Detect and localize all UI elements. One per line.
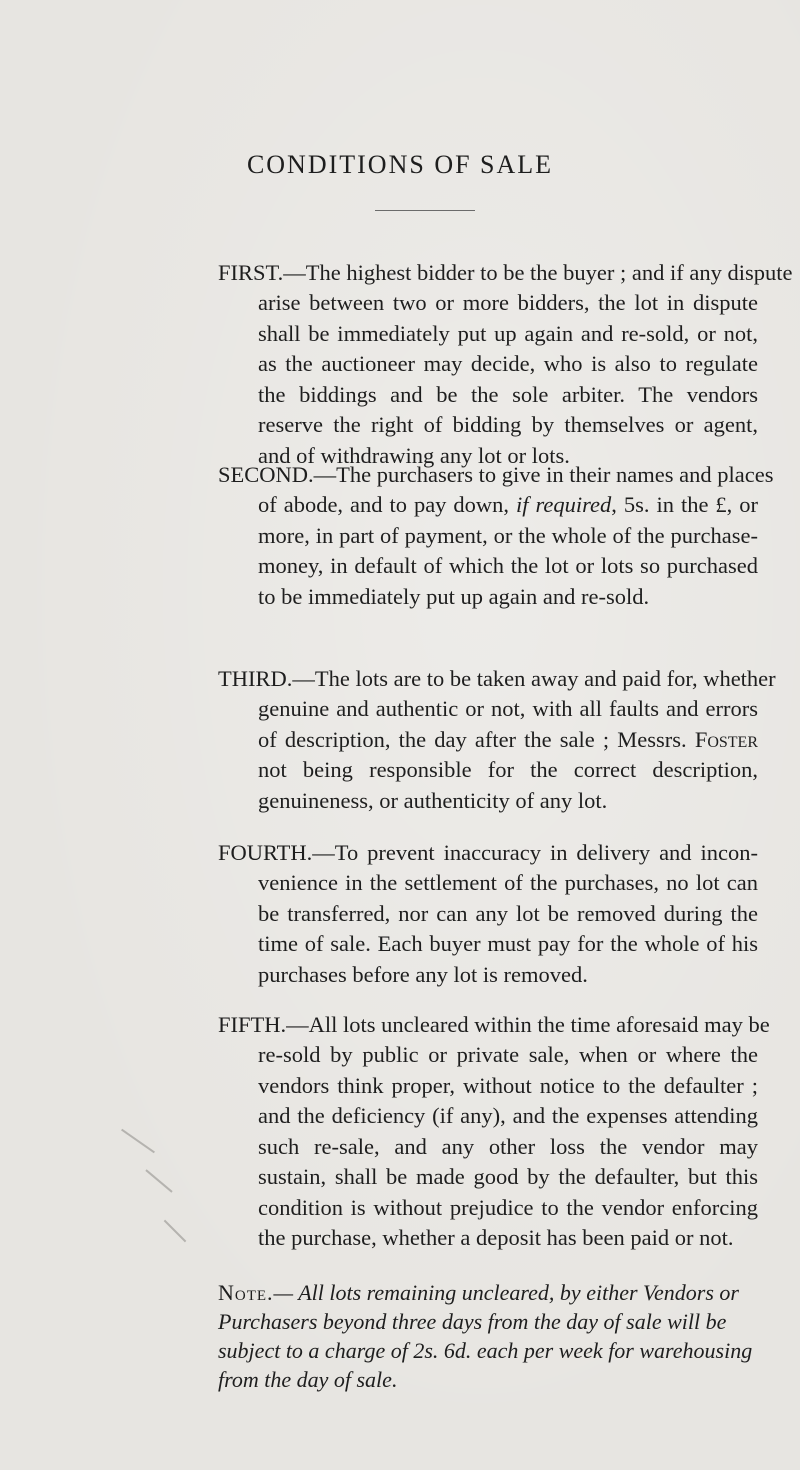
clause-third-name: Foster	[694, 726, 758, 752]
note-text: — All lots remaining uncleared, by either Vendors or Purchasers beyond three days from the day of sale will be subject to a charge of 2s. 6d. each per week for warehousing from the day of sale.	[218, 1280, 753, 1392]
paper-scratch	[164, 1220, 187, 1243]
clause-second-body-b: , 5s. in the £, or more, in part of payment, or the whole of the purchase-money, in default of which the lot or lots so purchased to be immediately put up again and re-sold.	[258, 492, 758, 609]
clause-fifth-heading	[218, 1010, 770, 1041]
clause-third-label: THIRD.	[218, 666, 293, 691]
clause-fifth-body: re-sold by public or private sale, when or where the vendors think proper, without notice to the defaulter ; and the deficiency (if any), and the expenses attending such re-sale, and any other loss the vendor may sustain, shall be made good by the defaulter, but this condition is without prejudice to the vendor enforcing the purchase, whether a deposit has been paid or not.	[258, 1042, 758, 1250]
clause-third-body-a: genuine and authentic or not, with all faults and errors of description, the day after the sale ; Messrs.	[258, 696, 758, 752]
clause-fourth-body: venience in the settlement of the purchases, no lot can be transferred, nor can any lot be removed during the time of sale. Each buyer must pay for the whole of his purchases before any lot is removed.	[258, 870, 758, 987]
note-paragraph	[218, 1278, 768, 1394]
clause-second-emphasis: if required	[516, 492, 612, 517]
clause-second-heading	[218, 460, 774, 491]
clause-first-body: arise between two or more bidders, the lot in dispute shall be immediately put up again and re-sold, or not, as the auctioneer may decide, who is also to regulate the biddings and be the sole arbiter. The vendors reserve the right of bidding by themselves or agent, and of withdrawing any lot or lots.	[258, 290, 758, 468]
clause-third-body-b: not being responsible for the correct description, genuineness, or authenticity of any lot.	[258, 757, 758, 813]
clause-third-body	[258, 694, 758, 816]
clause-first-heading	[218, 258, 793, 289]
note-label: Note.	[218, 1280, 274, 1305]
clause-fifth-lead: —All lots uncleared within the time aforesaid may be	[286, 1012, 770, 1037]
clause-first-lead: —The highest bidder to be the buyer ; and if any dispute	[283, 260, 793, 285]
clause-third-lead: —The lots are to be taken away and paid for, whether	[292, 666, 776, 691]
clause-fourth-lead: —To prevent inaccuracy in delivery and incon-	[312, 840, 758, 865]
clause-fourth-label: FOURTH.	[218, 840, 313, 865]
clause-third-heading	[218, 664, 776, 695]
clause-fifth-label: FIFTH.	[218, 1012, 287, 1037]
clause-second-label: SECOND.	[218, 462, 314, 487]
title-divider	[375, 210, 475, 211]
clause-second-body	[258, 490, 758, 612]
paper-scratch	[145, 1169, 172, 1192]
paper-scratch	[121, 1129, 155, 1154]
clause-second-lead: —The purchasers to give in their names and places	[313, 462, 774, 487]
page-title: CONDITIONS OF SALE	[246, 150, 554, 179]
clause-second-body-a: of abode, and to pay down,	[258, 492, 516, 517]
clause-first-label: FIRST.	[218, 260, 284, 285]
clause-fourth-heading	[218, 838, 758, 869]
